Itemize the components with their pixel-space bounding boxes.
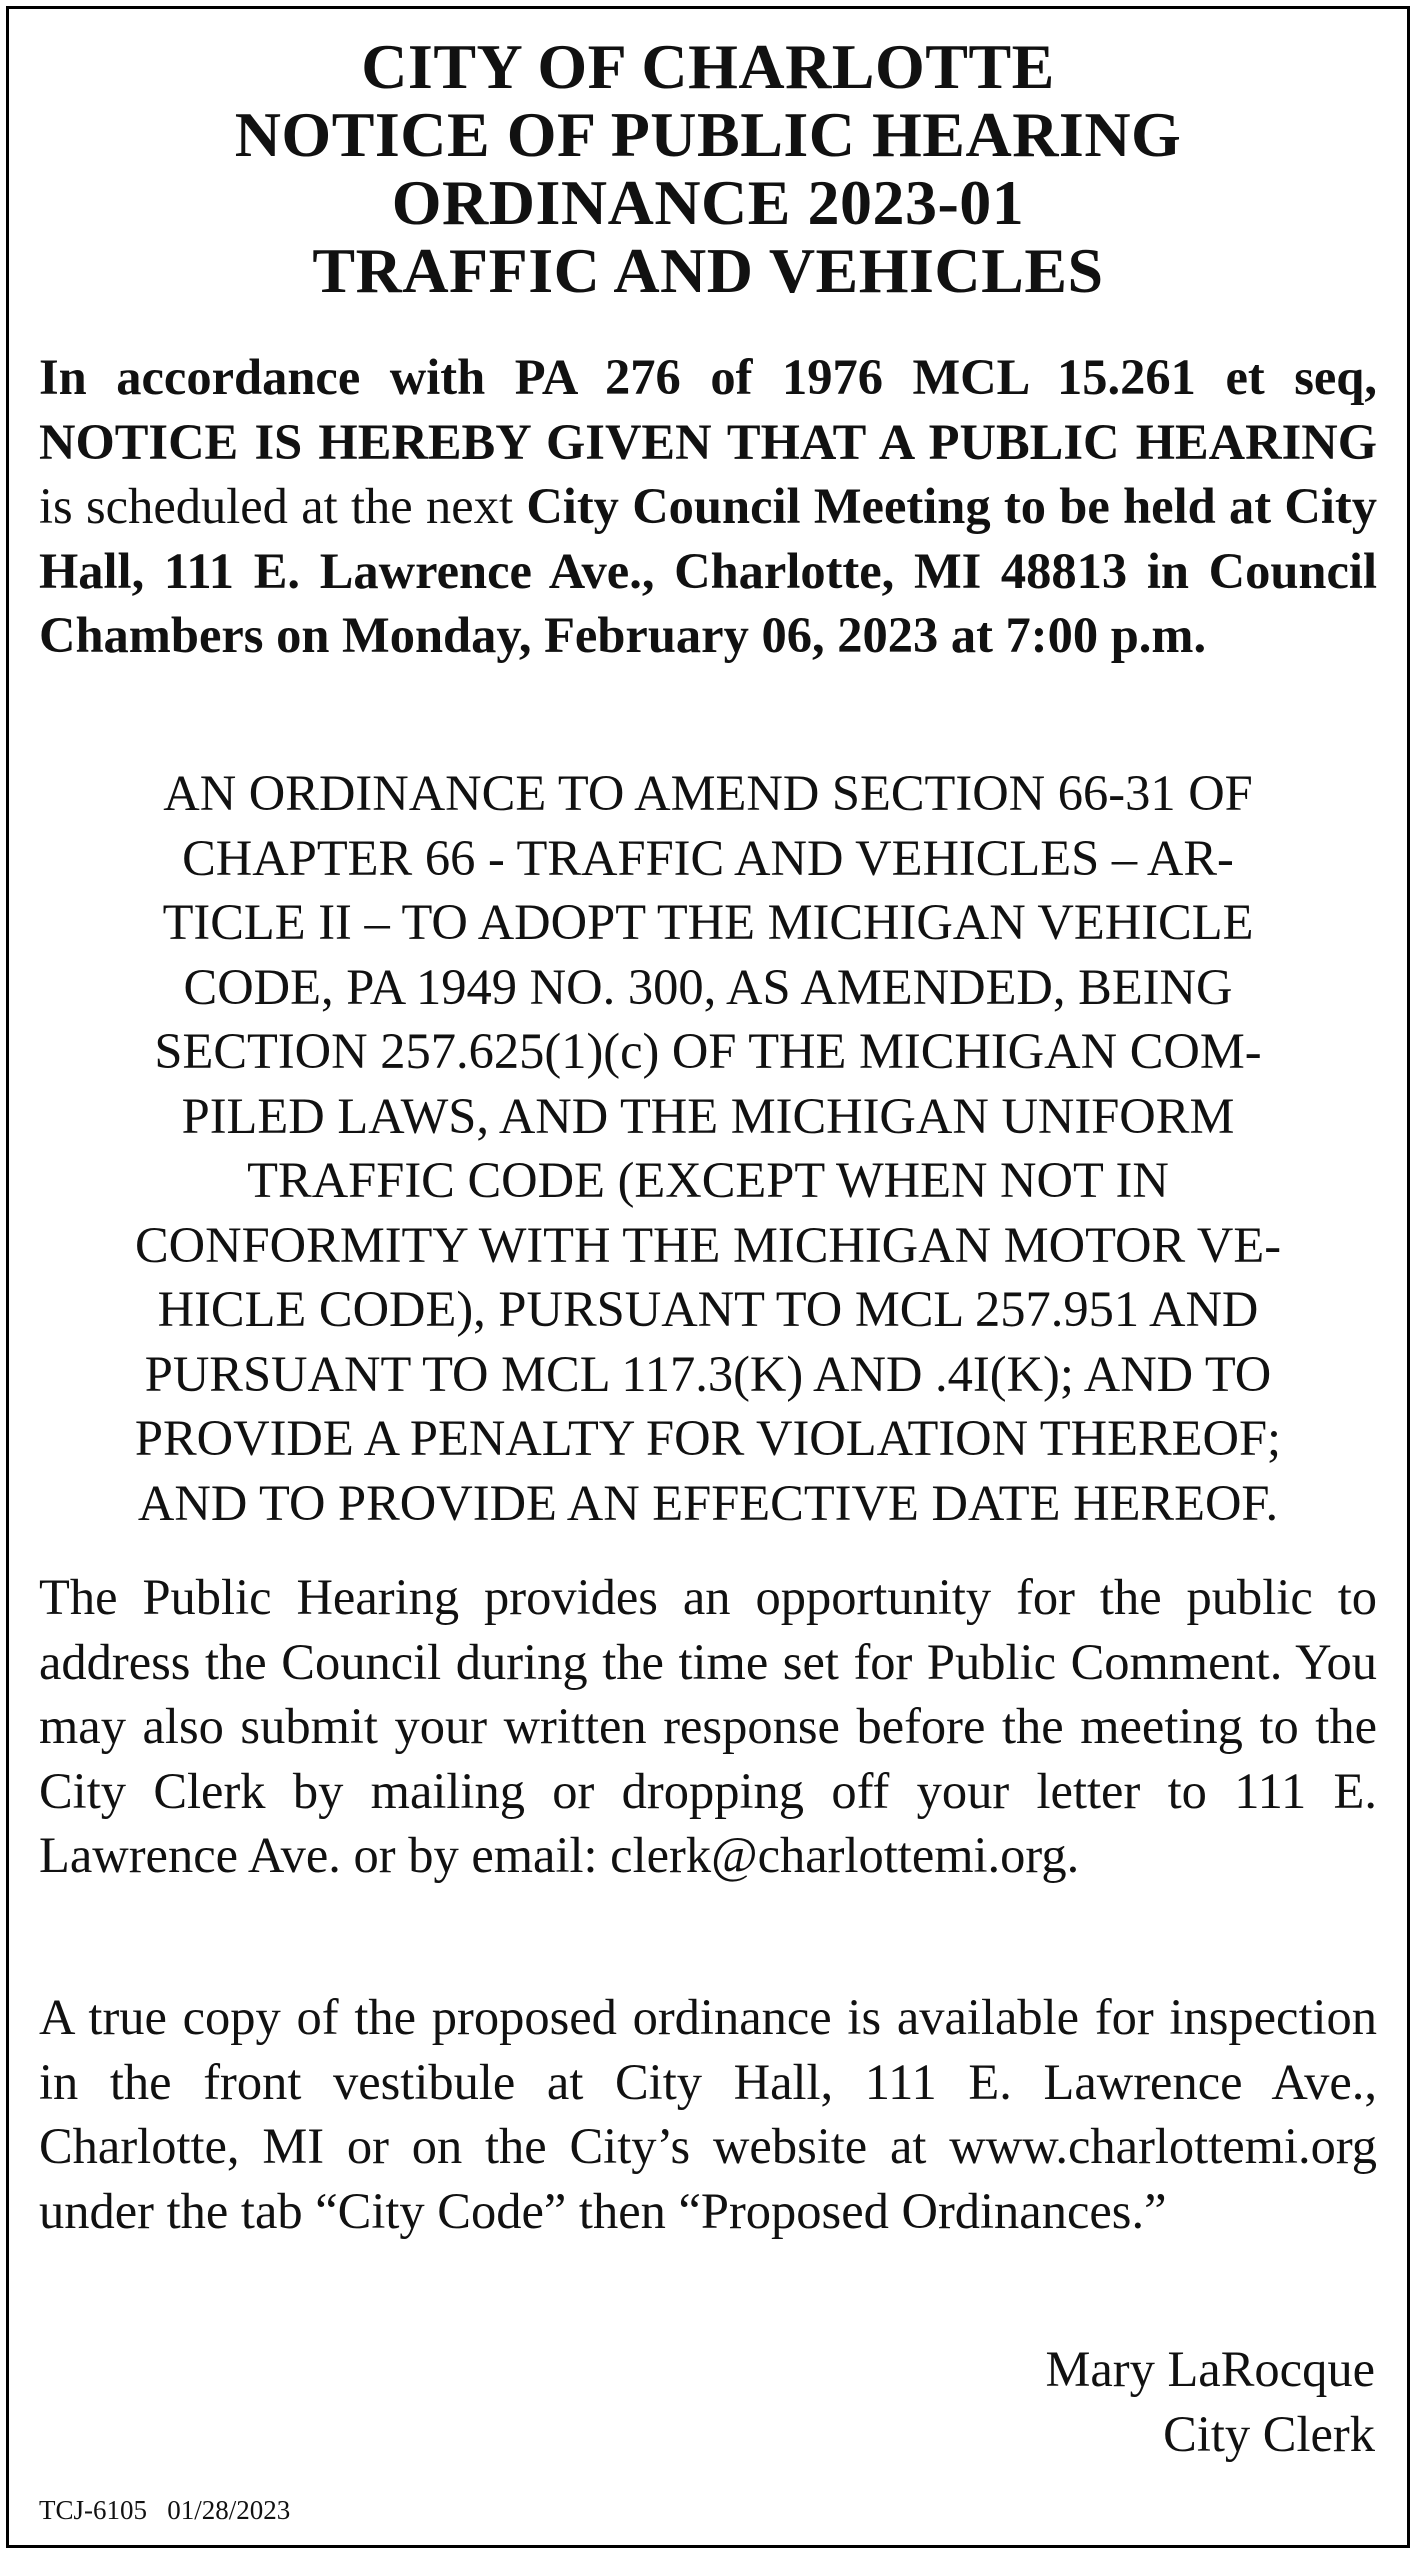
ordinance-line: SECTION 257.625(1)(c) OF THE MICHIGAN COM- xyxy=(154,1023,1262,1079)
title-line-ordinance: ORDINANCE 2023-01 xyxy=(391,167,1025,238)
title-line-city: CITY OF CHARLOTTE xyxy=(361,31,1055,102)
notice-header xyxy=(9,33,1407,305)
ordinance-line: PURSUANT TO MCL 117.3(K) AND .4I(K); AND TO xyxy=(144,1345,1272,1402)
title-line-subject: TRAFFIC AND VEHICLES xyxy=(312,235,1104,306)
public-notice xyxy=(6,6,1410,2548)
reference-code: TCJ-6105 xyxy=(39,2495,147,2525)
ordinance-line: PROVIDE A PENALTY FOR VIOLATION THEREOF; xyxy=(134,1410,1282,1466)
ordinance-line: AND TO PROVIDE AN EFFECTIVE DATE HEREOF. xyxy=(137,1474,1279,1531)
public-comment-paragraph: The Public Hearing provides an opportunity for the public to address the Council during the time set for Public Comment. You may also submit your written response before the meeting to the City Clerk by mailing or dropping off your letter to 111 E. Lawrence Ave. or by email: clerk@charlottemi.org. xyxy=(39,1569,1377,1883)
intro-bold-tail: City Council Meeting to be held at City Hall, 111 E. Lawrence Ave., Charlotte, MI 48813 in Council Chambers on Monday, February 06, 2023 at 7:00 p.m. xyxy=(39,478,1377,663)
ordinance-line: AN ORDINANCE TO AMEND SECTION 66-31 OF xyxy=(163,765,1253,821)
signer-name: Mary LaRocque xyxy=(1045,2341,1375,2397)
ordinance-copy-paragraph: A true copy of the proposed ordinance is available for inspection in the front vestibule at City Hall, 111 E. Lawrence Ave., Charlotte, MI or on the City’s website at www.charlottemi.org under the tab “City Code” then “Proposed Ordinances.” xyxy=(39,1989,1377,2239)
signature-block xyxy=(1045,2337,1375,2466)
ordinance-line: CODE, PA 1949 NO. 300, AS AMENDED, BEING xyxy=(183,958,1233,1015)
ordinance-line: CHAPTER 66 - TRAFFIC AND VEHICLES – AR- xyxy=(182,829,1234,886)
intro-paragraph xyxy=(39,345,1377,668)
ordinance-description xyxy=(39,761,1377,1535)
publication-reference xyxy=(39,2495,290,2525)
ordinance-line: CONFORMITY WITH THE MICHIGAN MOTOR VE- xyxy=(134,1216,1282,1273)
ordinance-line: HICLE CODE), PURSUANT TO MCL 257.951 AND xyxy=(157,1281,1259,1337)
publication-date: 01/28/2023 xyxy=(167,2495,291,2525)
intro-regular-text: is scheduled at the next xyxy=(39,478,527,534)
signer-title: City Clerk xyxy=(1163,2405,1375,2462)
ordinance-line: TICLE II – TO ADOPT THE MICHIGAN VEHICLE xyxy=(162,894,1254,950)
ordinance-line: PILED LAWS, AND THE MICHIGAN UNIFORM xyxy=(181,1087,1235,1144)
title-line-notice: NOTICE OF PUBLIC HEARING xyxy=(234,99,1182,170)
intro-bold-lead: In accordance with PA 276 of 1976 MCL 15.261 et seq, NOTICE IS HEREBY GIVEN THAT A PUBLIC HEARING xyxy=(39,349,1377,470)
ordinance-line: TRAFFIC CODE (EXCEPT WHEN NOT IN xyxy=(247,1152,1169,1208)
